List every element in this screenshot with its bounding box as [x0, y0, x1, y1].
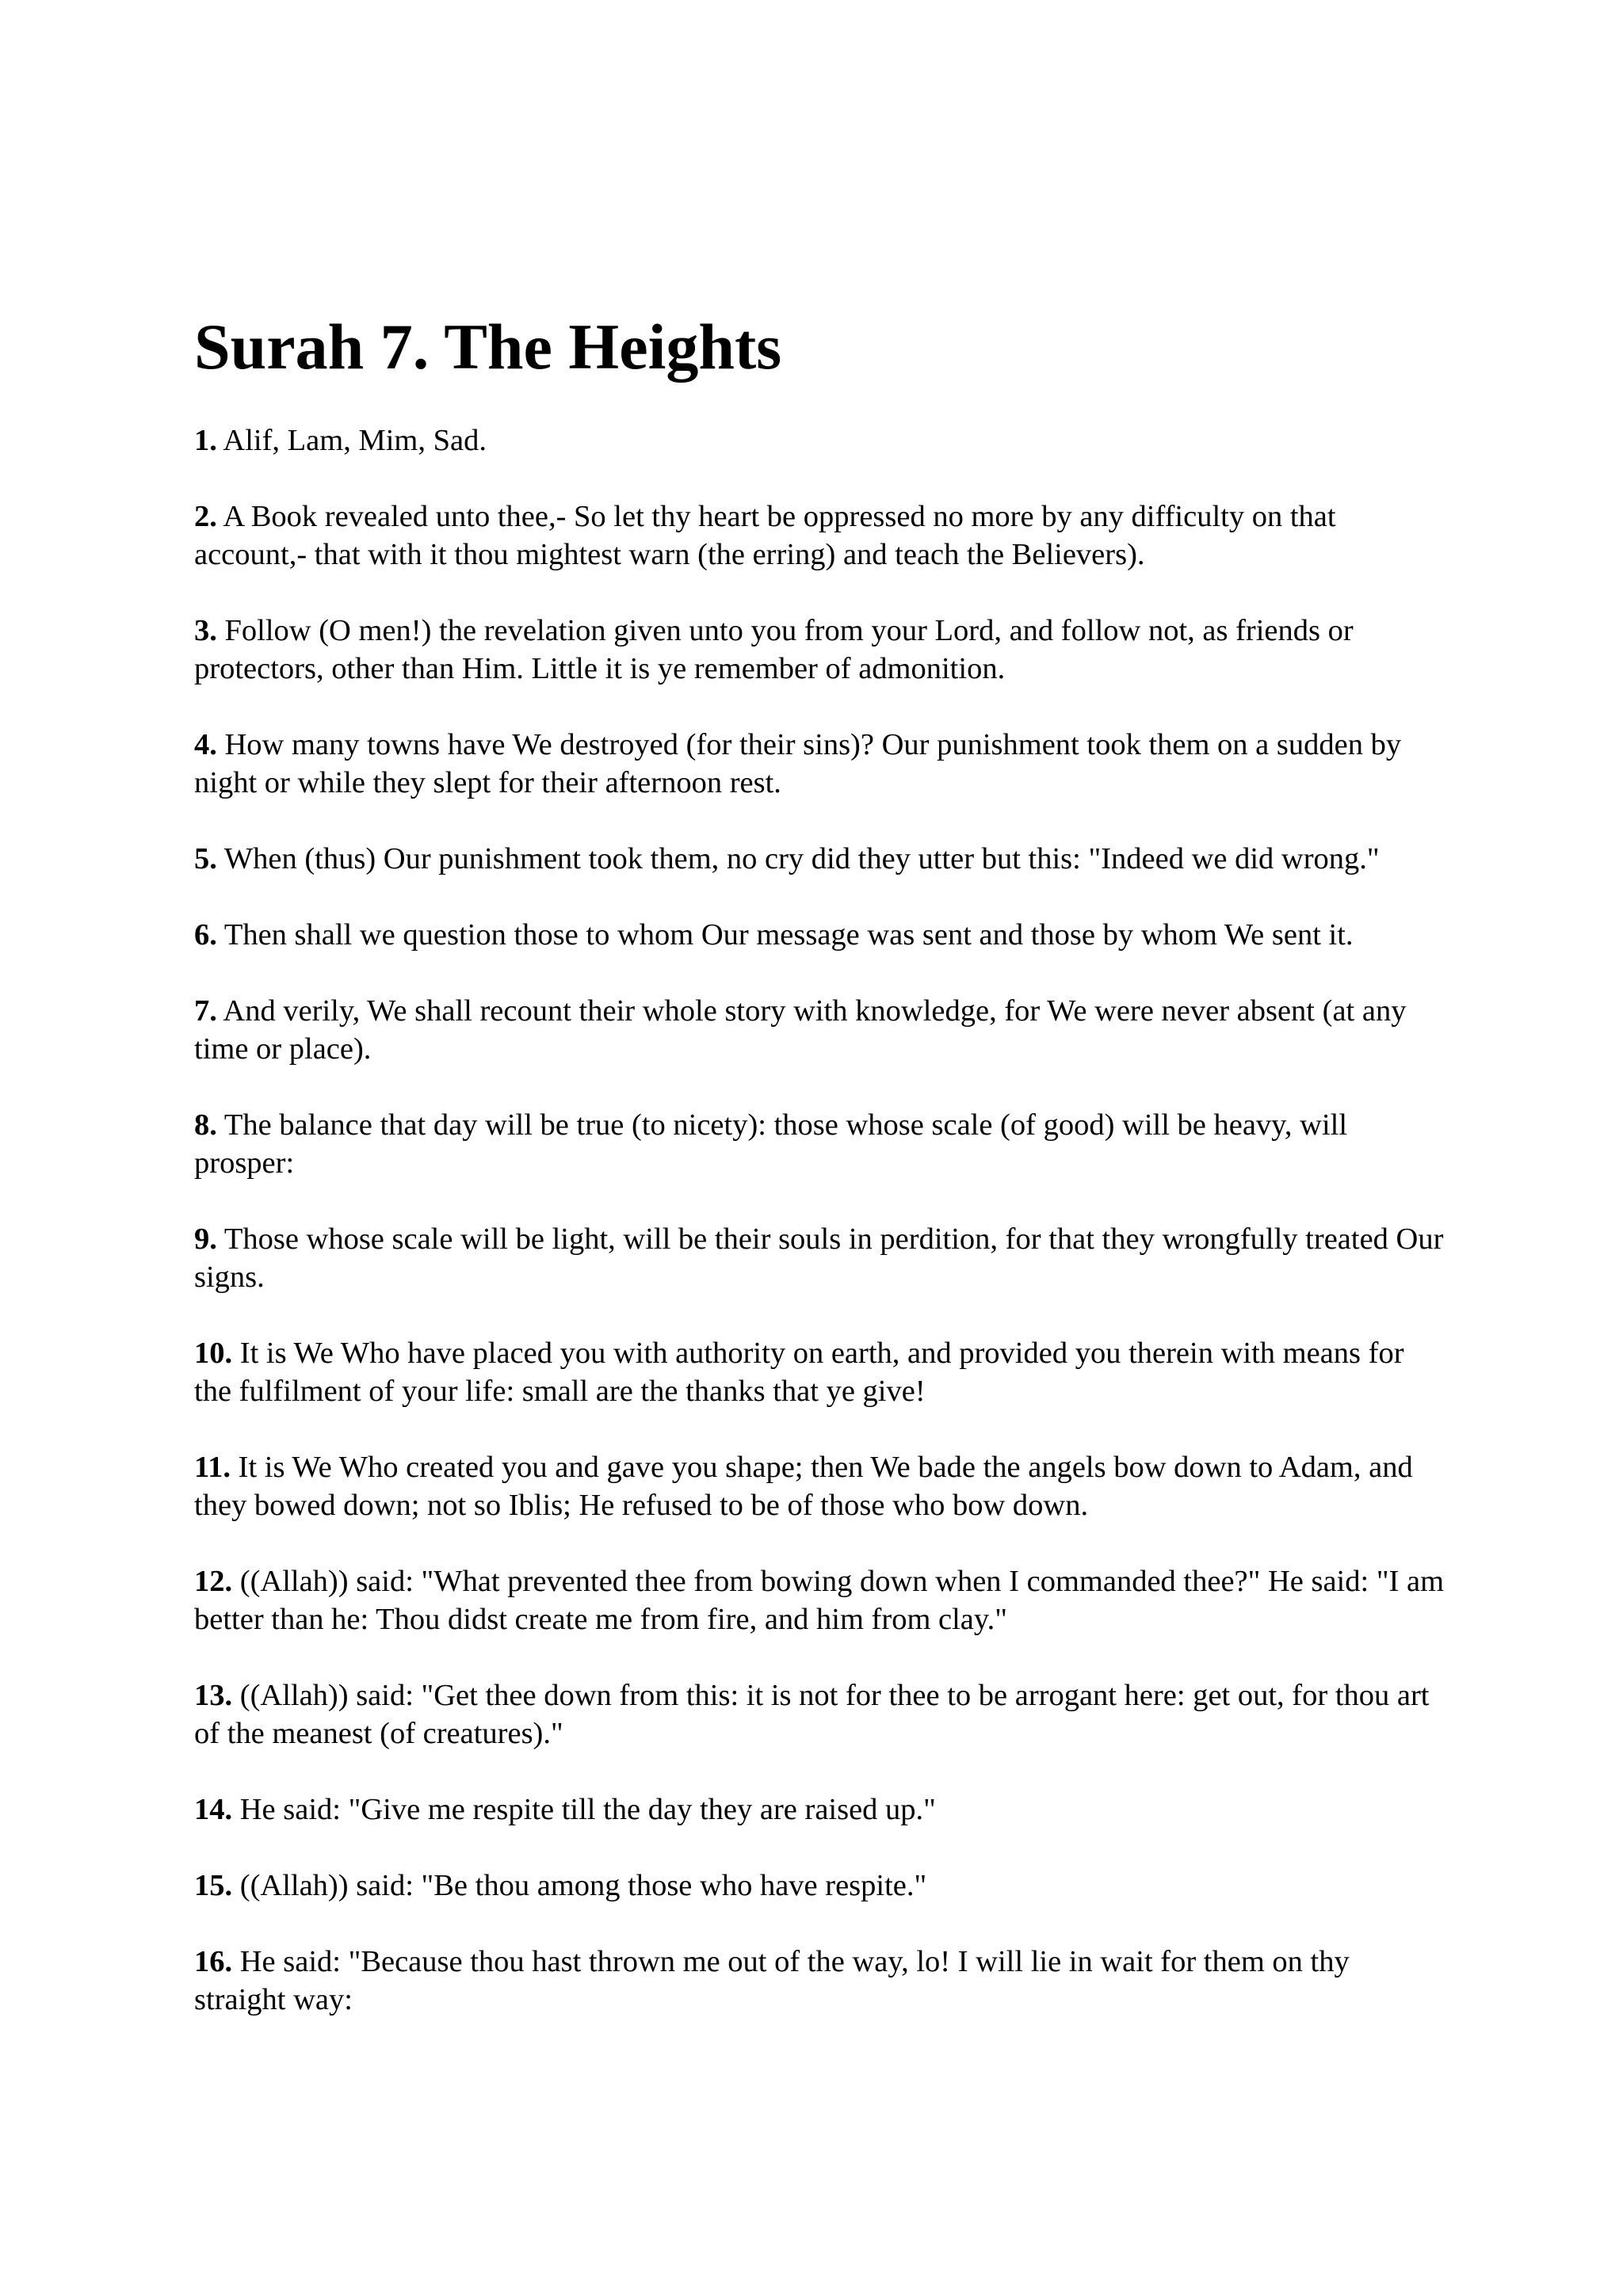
verse	[194, 421, 1446, 460]
verse-number: 1.	[194, 424, 217, 457]
verse-text: Then shall we question those to whom Our message was sent and those by whom We sent it.	[223, 918, 1354, 952]
verse-number: 2.	[194, 500, 217, 533]
verse-number: 14.	[194, 1793, 233, 1826]
verse-number: 9.	[194, 1222, 217, 1256]
verse	[194, 1448, 1446, 1524]
verse-text: ((Allah)) said: "What prevented thee from bowing down when I commanded thee?" He said: "I am better than he: Thou didst create me from fire, and him from clay."	[194, 1565, 1445, 1636]
verse-text: When (thus) Our punishment took them, no cry did they utter but this: "Indeed we did wrong."	[223, 842, 1380, 875]
verse-number: 11.	[194, 1451, 231, 1484]
verse-number: 4.	[194, 728, 217, 761]
document-content	[194, 307, 1446, 2057]
verse-text: And verily, We shall recount their whole story with knowledge, for We were never absent (at any time or place).	[194, 994, 1407, 1066]
verse-number: 15.	[194, 1869, 233, 1902]
verse-text: Those whose scale will be light, will be their souls in perdition, for that they wrongfully treated Our signs.	[194, 1222, 1444, 1294]
verse-text: It is We Who have placed you with authority on earth, and provided you therein with means for the fulfilment of your life: small are the thanks that ye give!	[194, 1337, 1404, 1408]
verse	[194, 992, 1446, 1068]
verse	[194, 1943, 1446, 2019]
verse-text: ((Allah)) said: "Get thee down from this: it is not for thee to be arrogant here: get out, for thou art of the meanest (of creatures)."	[194, 1679, 1430, 1750]
verse	[194, 1676, 1446, 1753]
verse-text: ((Allah)) said: "Be thou among those who have respite."	[239, 1869, 927, 1902]
verse-number: 5.	[194, 842, 217, 875]
verse	[194, 1106, 1446, 1182]
verse	[194, 1220, 1446, 1296]
verse	[194, 840, 1446, 878]
verse-number: 6.	[194, 918, 217, 952]
verse-text: He said: "Give me respite till the day they are raised up."	[239, 1793, 936, 1826]
verse	[194, 1562, 1446, 1638]
verse	[194, 1791, 1446, 1829]
verse	[194, 726, 1446, 802]
verse	[194, 1334, 1446, 1410]
verse-number: 16.	[194, 1945, 233, 1978]
verse-text: Follow (O men!) the revelation given unto you from your Lord, and follow not, as friends or protectors, other than Him. Little it is ye remember of admonition.	[194, 614, 1354, 685]
verse-text: How many towns have We destroyed (for their sins)? Our punishment took them on a sudden by night or while they slept for their afternoon rest.	[194, 728, 1402, 799]
verse-number: 12.	[194, 1565, 233, 1598]
verse-text: The balance that day will be true (to nicety): those whose scale (of good) will be heavy, will prosper:	[194, 1108, 1348, 1180]
verse	[194, 498, 1446, 574]
verse-number: 7.	[194, 994, 217, 1028]
verse-text: A Book revealed unto thee,- So let thy heart be oppressed no more by any difficulty on that account,- that with it thou mightest warn (the erring) and teach the Believers).	[194, 500, 1336, 571]
verse-text: He said: "Because thou hast thrown me out of the way, lo! I will lie in wait for them on thy straight way:	[194, 1945, 1350, 2016]
verse	[194, 1867, 1446, 1905]
verse	[194, 916, 1446, 954]
page-title: Surah 7. The Heights	[194, 311, 782, 383]
verse-number: 13.	[194, 1679, 233, 1712]
verse-text: It is We Who created you and gave you shape; then We bade the angels bow down to Adam, and they bowed down; not so Iblis; He refused to be of those who bow down.	[194, 1451, 1413, 1522]
verse-text: Alif, Lam, Mim, Sad.	[223, 424, 487, 457]
verse-number: 3.	[194, 614, 217, 647]
verse-number: 8.	[194, 1108, 217, 1142]
verse-list	[194, 421, 1446, 2019]
verse	[194, 612, 1446, 688]
verse-number: 10.	[194, 1337, 233, 1370]
